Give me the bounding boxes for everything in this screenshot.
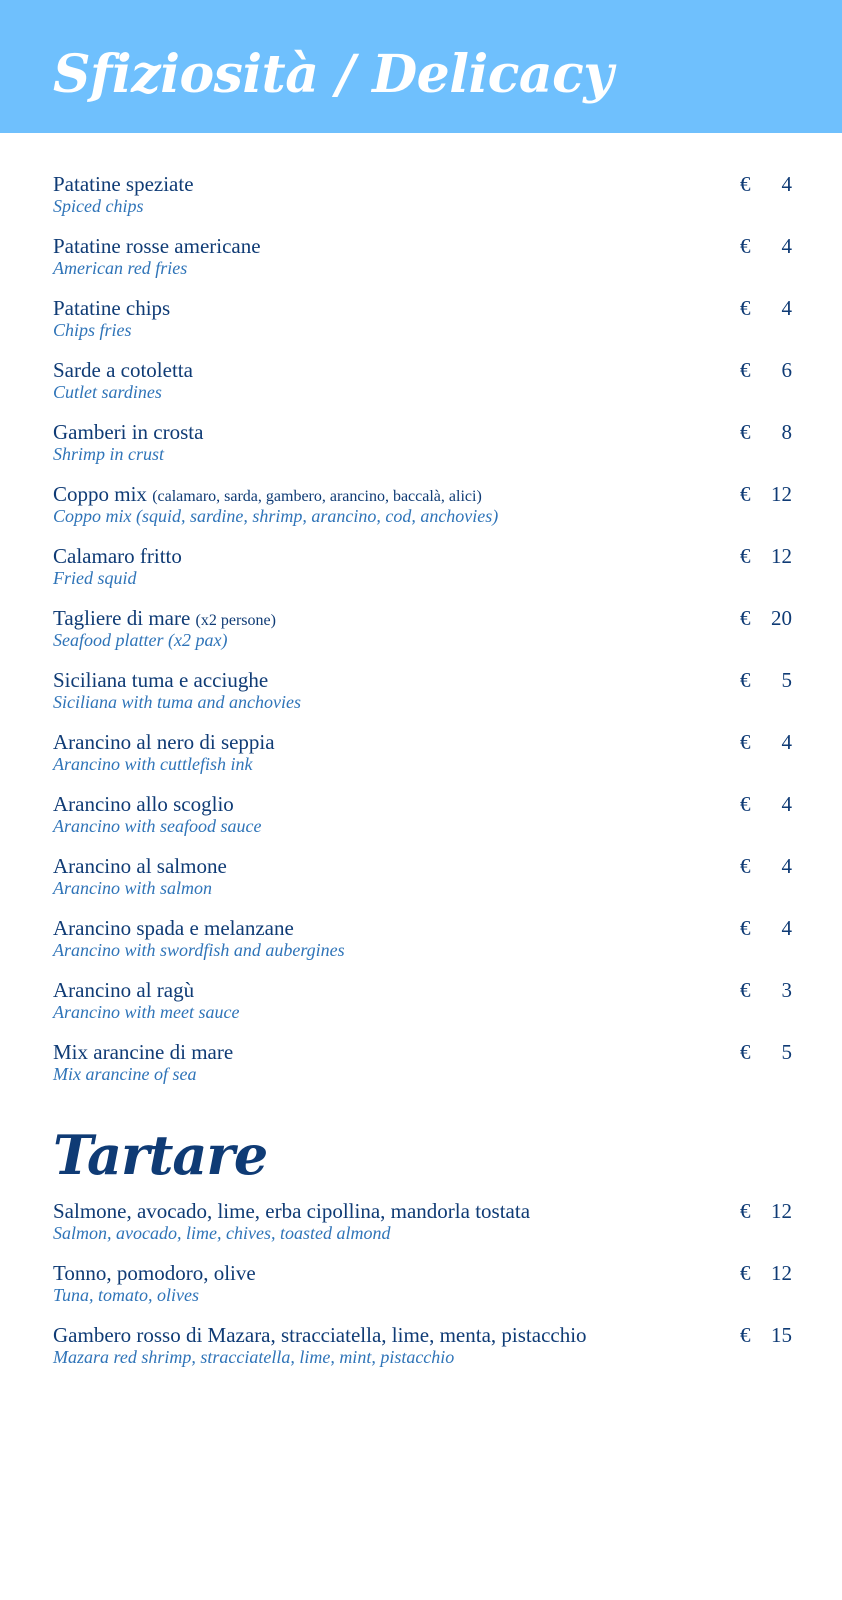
menu-item-price: [740, 792, 792, 816]
euro-symbol: €: [740, 296, 751, 320]
price-amount: 4: [781, 172, 792, 196]
price-amount: 12: [771, 544, 792, 568]
menu-item-name-text: Siciliana tuma e acciughe: [53, 668, 269, 692]
menu-item-name-text: Mix arancine di mare: [53, 1040, 234, 1064]
menu-item-name-text: Salmone, avocado, lime, erba cipollina, mandorla tostata: [53, 1199, 531, 1223]
price-amount: 4: [781, 916, 792, 940]
euro-symbol: €: [740, 420, 751, 444]
menu-item-price: [740, 172, 792, 196]
menu-item: [53, 1323, 792, 1385]
euro-symbol: €: [740, 1040, 751, 1064]
menu-item-name-text: Arancino al salmone: [53, 854, 227, 878]
menu-item-name-text: Patatine chips: [53, 296, 171, 320]
menu-item: [53, 1199, 792, 1261]
menu-item-english: American red fries: [53, 258, 188, 278]
euro-symbol: €: [740, 1199, 751, 1223]
euro-symbol: €: [740, 544, 751, 568]
menu-item-name: [53, 854, 227, 878]
menu-item-name: [53, 792, 234, 816]
menu-item-english: Seafood platter (x2 pax): [53, 630, 228, 650]
euro-symbol: €: [740, 916, 751, 940]
menu-item-note: (x2 persone): [195, 612, 276, 629]
menu-item-name-text: Gambero rosso di Mazara, stracciatella, lime, menta, pistacchio: [53, 1323, 587, 1347]
price-amount: 5: [781, 668, 792, 692]
menu-item-english: Salmon, avocado, lime, chives, toasted almond: [53, 1223, 391, 1243]
menu-item-name-text: Coppo mix: [53, 482, 147, 506]
menu-item-english: Chips fries: [53, 320, 132, 340]
price-amount: 4: [781, 854, 792, 878]
section-title-tartare: Tartare: [53, 1123, 268, 1187]
menu-item-name-text: Calamaro fritto: [53, 544, 182, 568]
menu-item-price: [740, 1199, 792, 1223]
menu-item: [53, 730, 792, 792]
menu-item-name: [53, 1040, 233, 1064]
euro-symbol: €: [740, 668, 751, 692]
euro-symbol: €: [740, 792, 751, 816]
price-amount: 15: [771, 1323, 792, 1347]
euro-symbol: €: [740, 482, 751, 506]
menu-item-english: Mazara red shrimp, stracciatella, lime, mint, pistacchio: [53, 1347, 455, 1367]
euro-symbol: €: [740, 730, 751, 754]
menu-item-price: [740, 420, 792, 444]
price-amount: 8: [781, 420, 792, 444]
menu-item-name-text: Arancino al ragù: [53, 978, 195, 1002]
menu-item-english: Coppo mix (squid, sardine, shrimp, arancino, cod, anchovies): [53, 506, 499, 526]
menu-item-english: Fried squid: [53, 568, 137, 588]
menu-item-price: [740, 234, 792, 258]
menu-item: [53, 482, 792, 544]
menu-item-name: [53, 296, 170, 320]
menu-item-english: Cutlet sardines: [53, 382, 162, 402]
menu-item-name: [53, 172, 194, 196]
menu-item: [53, 916, 792, 978]
menu-item-name: [53, 730, 275, 754]
euro-symbol: €: [740, 234, 751, 258]
euro-symbol: €: [740, 854, 751, 878]
menu-item-price: [740, 296, 792, 320]
menu-item: [53, 978, 792, 1040]
delicacy-menu-list: [53, 172, 792, 1102]
menu-item-english: Arancino with cuttlefish ink: [53, 754, 253, 774]
price-amount: 12: [771, 1261, 792, 1285]
euro-symbol: €: [740, 358, 751, 382]
menu-item-price: [740, 544, 792, 568]
menu-item-name-text: Arancino spada e melanzane: [53, 916, 294, 940]
menu-item-english: Spiced chips: [53, 196, 144, 216]
price-amount: 6: [781, 358, 792, 382]
price-amount: 12: [771, 482, 792, 506]
menu-item-price: [740, 482, 792, 506]
menu-item: [53, 1040, 792, 1102]
menu-item-english: Mix arancine of sea: [53, 1064, 197, 1084]
menu-item-english: Arancino with salmon: [53, 878, 213, 898]
menu-item: [53, 544, 792, 606]
menu-item-name: [53, 1199, 530, 1223]
price-amount: 4: [781, 234, 792, 258]
menu-item-price: [740, 730, 792, 754]
euro-symbol: €: [740, 1323, 751, 1347]
menu-item: [53, 358, 792, 420]
menu-item-name-text: Tagliere di mare: [53, 606, 191, 630]
price-amount: 4: [781, 296, 792, 320]
menu-item-english: Arancino with seafood sauce: [53, 816, 262, 836]
price-amount: 20: [771, 606, 792, 630]
menu-item-price: [740, 1040, 792, 1064]
menu-item-price: [740, 978, 792, 1002]
menu-item: [53, 296, 792, 358]
menu-item-name: [53, 544, 182, 568]
menu-item-name: [53, 1323, 587, 1347]
menu-item-english: Siciliana with tuma and anchovies: [53, 692, 301, 712]
menu-item: [53, 420, 792, 482]
menu-item-name-text: Sarde a cotoletta: [53, 358, 193, 382]
menu-item-name: [53, 420, 203, 444]
menu-item-english: Shrimp in crust: [53, 444, 165, 464]
price-amount: 4: [781, 730, 792, 754]
menu-item-name: [53, 668, 268, 692]
menu-item-name-text: Gamberi in crosta: [53, 420, 204, 444]
menu-item-price: [740, 358, 792, 382]
menu-item-name-text: Patatine rosse americane: [53, 234, 261, 258]
menu-item-name-text: Tonno, pomodoro, olive: [53, 1261, 256, 1285]
menu-item: [53, 668, 792, 730]
menu-item-name-text: Arancino al nero di seppia: [53, 730, 275, 754]
price-amount: 5: [781, 1040, 792, 1064]
euro-symbol: €: [740, 1261, 751, 1285]
menu-item-name: [53, 358, 193, 382]
menu-item-price: [740, 916, 792, 940]
header-banner: [0, 0, 842, 133]
menu-item: [53, 854, 792, 916]
menu-item-name: [53, 978, 194, 1002]
price-amount: 12: [771, 1199, 792, 1223]
tartare-menu-list: [53, 1199, 792, 1385]
menu-item: [53, 234, 792, 296]
menu-item-english: Arancino with meet sauce: [53, 1002, 240, 1022]
menu-item-name-text: Arancino allo scoglio: [53, 792, 234, 816]
menu-item-english: Arancino with swordfish and aubergines: [53, 940, 345, 960]
price-amount: 3: [781, 978, 792, 1002]
euro-symbol: €: [740, 978, 751, 1002]
menu-item-price: [740, 668, 792, 692]
euro-symbol: €: [740, 606, 751, 630]
menu-item-name: [53, 1261, 256, 1285]
menu-item-price: [740, 1261, 792, 1285]
price-amount: 4: [781, 792, 792, 816]
menu-item-name: [53, 234, 261, 258]
menu-item-name-text: Patatine speziate: [53, 172, 194, 196]
menu-item-name: [53, 916, 294, 940]
menu-item-price: [740, 854, 792, 878]
menu-item: [53, 172, 792, 234]
section-title-delicacy: Sfiziosità / Delicacy: [53, 44, 614, 105]
menu-item-price: [740, 1323, 792, 1347]
menu-item: [53, 1261, 792, 1323]
menu-item: [53, 792, 792, 854]
menu-item-note: (calamaro, sarda, gambero, arancino, baccalà, alici): [152, 488, 482, 505]
menu-item-english: Tuna, tomato, olives: [53, 1285, 200, 1305]
euro-symbol: €: [740, 172, 751, 196]
menu-item: [53, 606, 792, 668]
menu-item-price: [740, 606, 792, 630]
